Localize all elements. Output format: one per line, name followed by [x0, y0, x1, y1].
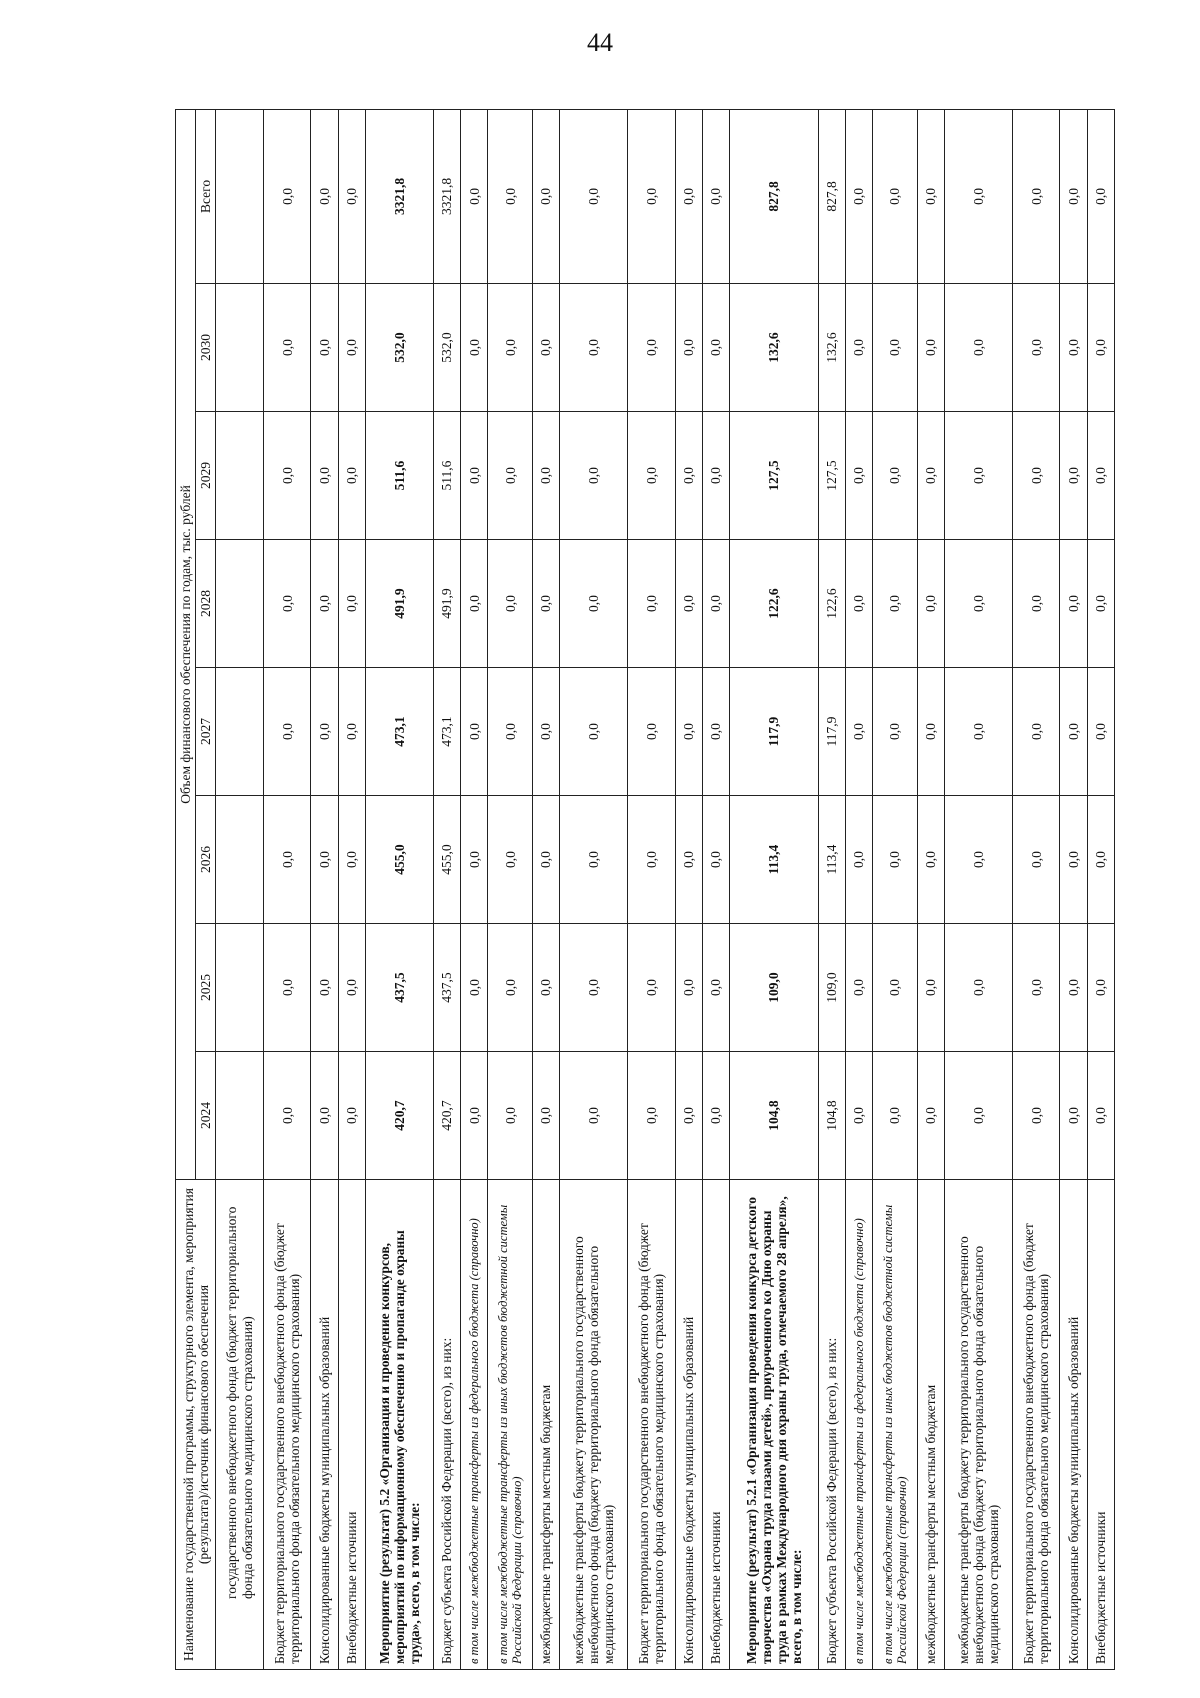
row-value-cell: 0,0 [532, 1052, 559, 1180]
row-value-cell: 0,0 [702, 1052, 729, 1180]
row-value-cell [216, 796, 264, 924]
table-row [488, 109, 533, 1669]
row-value-cell: 0,0 [263, 540, 311, 668]
row-value-cell: 0,0 [845, 412, 872, 540]
rotated-table-frame [175, 110, 1115, 1670]
header-group-cell: Объем финансового обеспечения по годам, тыс. рублей [176, 109, 196, 1179]
row-value-cell: 0,0 [944, 109, 1012, 283]
table-container [175, 110, 1115, 1670]
row-value-cell: 117,9 [730, 668, 818, 796]
row-value-cell: 532,0 [433, 284, 460, 412]
row-value-cell: 0,0 [628, 796, 676, 924]
row-value-cell: 0,0 [917, 924, 944, 1052]
row-value-cell: 109,0 [818, 924, 845, 1052]
row-value-cell: 0,0 [675, 284, 702, 412]
row-value-cell: 0,0 [917, 412, 944, 540]
row-value-cell: 0,0 [1060, 412, 1087, 540]
row-value-cell: 0,0 [917, 668, 944, 796]
row-value-cell: 455,0 [433, 796, 460, 924]
row-value-cell: 0,0 [1012, 412, 1060, 540]
row-value-cell: 0,0 [263, 284, 311, 412]
row-value-cell: 104,8 [818, 1052, 845, 1180]
header-year-cell: 2028 [196, 540, 216, 668]
row-value-cell: 0,0 [845, 284, 872, 412]
row-value-cell: 0,0 [311, 284, 338, 412]
row-value-cell: 0,0 [560, 412, 628, 540]
table-row [944, 109, 1012, 1669]
row-value-cell: 0,0 [488, 924, 533, 1052]
row-value-cell: 0,0 [532, 796, 559, 924]
table-row [730, 109, 818, 1669]
row-value-cell: 0,0 [338, 668, 365, 796]
header-name-cell: Наименование государственной программы, структурного элемента, мероприятия (результата)/источник финансового обеспечения [176, 1180, 216, 1670]
row-value-cell: 0,0 [560, 1052, 628, 1180]
row-name-cell: межбюджетные трансферты бюджету территориального государственного внебюджетного фонда (бюджету территориального фонда обязательного медицинского страхования) [944, 1180, 1012, 1670]
row-value-cell: 0,0 [872, 796, 917, 924]
row-value-cell: 0,0 [702, 109, 729, 283]
row-value-cell: 0,0 [532, 540, 559, 668]
row-value-cell: 0,0 [338, 284, 365, 412]
table-row [365, 109, 433, 1669]
row-value-cell: 0,0 [1012, 284, 1060, 412]
row-value-cell: 0,0 [1012, 109, 1060, 283]
row-value-cell: 0,0 [872, 412, 917, 540]
row-value-cell: 0,0 [1012, 668, 1060, 796]
table-row [1012, 109, 1060, 1669]
row-value-cell: 127,5 [730, 412, 818, 540]
row-value-cell: 0,0 [944, 796, 1012, 924]
table-row [1060, 109, 1087, 1669]
row-value-cell: 0,0 [338, 540, 365, 668]
row-value-cell: 827,8 [818, 109, 845, 283]
row-value-cell: 0,0 [944, 1052, 1012, 1180]
row-name-cell: в том числе межбюджетные трансферты из иных бюджетов бюджетной системы Российской Федерации (справочно) [488, 1180, 533, 1670]
row-value-cell: 827,8 [730, 109, 818, 283]
row-value-cell: 420,7 [365, 1052, 433, 1180]
table-row [311, 109, 338, 1669]
row-value-cell: 0,0 [944, 412, 1012, 540]
row-value-cell: 0,0 [338, 412, 365, 540]
row-value-cell: 437,5 [365, 924, 433, 1052]
table-row [560, 109, 628, 1669]
row-value-cell: 0,0 [263, 796, 311, 924]
table-body [216, 109, 1115, 1669]
row-name-cell: Бюджет территориального государственного внебюджетного фонда (бюджет территориального фонда обязательного медицинского страхования) [1012, 1180, 1060, 1670]
row-value-cell: 0,0 [845, 924, 872, 1052]
row-value-cell: 0,0 [461, 412, 488, 540]
row-name-cell: Консолидированные бюджеты муниципальных образований [1060, 1180, 1087, 1670]
row-value-cell: 0,0 [461, 284, 488, 412]
row-value-cell: 0,0 [461, 668, 488, 796]
row-value-cell: 0,0 [311, 924, 338, 1052]
row-value-cell: 0,0 [917, 796, 944, 924]
row-value-cell: 0,0 [1060, 924, 1087, 1052]
row-name-cell: Бюджет территориального государственного внебюджетного фонда (бюджет территориального фонда обязательного медицинского страхования) [263, 1180, 311, 1670]
row-value-cell: 473,1 [433, 668, 460, 796]
row-value-cell: 0,0 [560, 540, 628, 668]
header-year-cell: 2027 [196, 668, 216, 796]
row-value-cell [216, 109, 264, 283]
row-value-cell: 0,0 [488, 284, 533, 412]
row-value-cell: 0,0 [311, 1052, 338, 1180]
header-year-cell: Всего [196, 109, 216, 283]
table-row [917, 109, 944, 1669]
row-name-cell: в том числе межбюджетные трансферты из федерального бюджета (справочно) [461, 1180, 488, 1670]
header-year-cell: 2029 [196, 412, 216, 540]
row-value-cell: 0,0 [702, 924, 729, 1052]
row-value-cell: 0,0 [560, 668, 628, 796]
row-value-cell: 0,0 [917, 1052, 944, 1180]
row-value-cell: 0,0 [628, 668, 676, 796]
row-value-cell: 420,7 [433, 1052, 460, 1180]
row-name-cell: Консолидированные бюджеты муниципальных образований [311, 1180, 338, 1670]
page-number: 44 [587, 28, 613, 57]
row-value-cell: 132,6 [818, 284, 845, 412]
row-name-cell: Бюджет территориального государственного внебюджетного фонда (бюджет территориального фонда обязательного медицинского страхования) [628, 1180, 676, 1670]
row-value-cell: 0,0 [675, 668, 702, 796]
row-value-cell: 0,0 [845, 109, 872, 283]
row-value-cell: 122,6 [818, 540, 845, 668]
row-value-cell: 0,0 [1060, 1052, 1087, 1180]
row-value-cell: 0,0 [1087, 109, 1114, 283]
row-value-cell: 0,0 [488, 1052, 533, 1180]
row-name-cell: Внебюджетные источники [702, 1180, 729, 1670]
table-row [872, 109, 917, 1669]
row-value-cell: 0,0 [560, 924, 628, 1052]
row-name-cell: Внебюджетные источники [1087, 1180, 1114, 1670]
row-name-cell: межбюджетные трансферты местным бюджетам [917, 1180, 944, 1670]
row-value-cell: 0,0 [1060, 284, 1087, 412]
row-value-cell: 0,0 [917, 284, 944, 412]
row-value-cell: 0,0 [338, 924, 365, 1052]
row-value-cell: 0,0 [944, 284, 1012, 412]
table-row [461, 109, 488, 1669]
row-value-cell: 0,0 [872, 1052, 917, 1180]
row-value-cell: 0,0 [311, 668, 338, 796]
row-value-cell: 0,0 [1087, 796, 1114, 924]
row-value-cell: 0,0 [1012, 796, 1060, 924]
row-value-cell: 0,0 [1060, 109, 1087, 283]
row-value-cell: 0,0 [488, 540, 533, 668]
row-value-cell: 0,0 [1087, 540, 1114, 668]
row-value-cell [216, 540, 264, 668]
row-value-cell: 0,0 [628, 540, 676, 668]
row-value-cell: 0,0 [872, 924, 917, 1052]
row-value-cell: 0,0 [338, 109, 365, 283]
row-name-cell: межбюджетные трансферты бюджету территориального государственного внебюджетного фонда (бюджету территориального фонда обязательного медицинского страхования) [560, 1180, 628, 1670]
row-value-cell: 0,0 [628, 284, 676, 412]
row-value-cell: 0,0 [532, 284, 559, 412]
row-value-cell: 0,0 [845, 796, 872, 924]
row-name-cell: Бюджет субъекта Российской Федерации (всего), из них: [818, 1180, 845, 1670]
row-value-cell: 104,8 [730, 1052, 818, 1180]
row-value-cell: 0,0 [872, 540, 917, 668]
table-row [433, 109, 460, 1669]
header-year-cell: 2026 [196, 796, 216, 924]
row-value-cell: 0,0 [560, 109, 628, 283]
row-value-cell: 0,0 [461, 924, 488, 1052]
row-value-cell: 0,0 [675, 1052, 702, 1180]
row-value-cell: 132,6 [730, 284, 818, 412]
row-value-cell: 455,0 [365, 796, 433, 924]
row-value-cell: 122,6 [730, 540, 818, 668]
row-name-cell: в том числе межбюджетные трансферты из федерального бюджета (справочно) [845, 1180, 872, 1670]
row-value-cell: 0,0 [702, 540, 729, 668]
table-row [818, 109, 845, 1669]
row-value-cell: 491,9 [433, 540, 460, 668]
row-value-cell: 0,0 [675, 109, 702, 283]
row-value-cell: 0,0 [560, 796, 628, 924]
row-value-cell: 0,0 [263, 1052, 311, 1180]
row-value-cell: 0,0 [845, 668, 872, 796]
row-value-cell: 0,0 [944, 924, 1012, 1052]
table-row [1087, 109, 1114, 1669]
row-value-cell: 0,0 [1060, 540, 1087, 668]
row-value-cell: 0,0 [702, 796, 729, 924]
table-row [216, 109, 264, 1669]
row-value-cell: 0,0 [311, 540, 338, 668]
row-value-cell: 113,4 [818, 796, 845, 924]
row-value-cell: 0,0 [1012, 1052, 1060, 1180]
row-name-cell: межбюджетные трансферты местным бюджетам [532, 1180, 559, 1670]
row-name-cell: Консолидированные бюджеты муниципальных образований [675, 1180, 702, 1670]
row-value-cell: 0,0 [675, 924, 702, 1052]
row-value-cell: 0,0 [311, 796, 338, 924]
row-value-cell: 0,0 [845, 1052, 872, 1180]
row-value-cell: 127,5 [818, 412, 845, 540]
financing-table [175, 109, 1115, 1670]
row-value-cell: 109,0 [730, 924, 818, 1052]
header-year-cell: 2024 [196, 1052, 216, 1180]
table-row [702, 109, 729, 1669]
row-value-cell: 0,0 [675, 412, 702, 540]
row-value-cell: 0,0 [488, 668, 533, 796]
row-value-cell: 0,0 [917, 540, 944, 668]
table-header [176, 109, 216, 1669]
header-row-group [176, 109, 196, 1669]
row-value-cell [216, 1052, 264, 1180]
row-value-cell: 113,4 [730, 796, 818, 924]
row-value-cell: 0,0 [488, 796, 533, 924]
row-value-cell: 3321,8 [365, 109, 433, 283]
table-row [338, 109, 365, 1669]
row-value-cell: 0,0 [675, 796, 702, 924]
row-value-cell: 0,0 [532, 668, 559, 796]
row-value-cell: 0,0 [338, 1052, 365, 1180]
row-name-cell: в том числе межбюджетные трансферты из иных бюджетов бюджетной системы Российской Федерации (справочно) [872, 1180, 917, 1670]
table-row [845, 109, 872, 1669]
row-value-cell: 437,5 [433, 924, 460, 1052]
row-value-cell: 0,0 [311, 109, 338, 283]
row-value-cell: 0,0 [1012, 540, 1060, 668]
row-value-cell: 0,0 [944, 540, 1012, 668]
row-value-cell: 0,0 [872, 109, 917, 283]
row-value-cell: 0,0 [263, 668, 311, 796]
row-value-cell [216, 668, 264, 796]
row-value-cell: 0,0 [263, 412, 311, 540]
row-value-cell: 0,0 [628, 924, 676, 1052]
table-row [532, 109, 559, 1669]
row-value-cell: 0,0 [1012, 924, 1060, 1052]
row-value-cell: 0,0 [488, 109, 533, 283]
row-value-cell: 511,6 [433, 412, 460, 540]
row-value-cell: 0,0 [532, 412, 559, 540]
row-name-cell: Бюджет субъекта Российской Федерации (всего), из них: [433, 1180, 460, 1670]
row-value-cell: 0,0 [845, 540, 872, 668]
row-value-cell: 0,0 [702, 284, 729, 412]
row-value-cell: 0,0 [917, 109, 944, 283]
row-value-cell: 3321,8 [433, 109, 460, 283]
row-value-cell: 0,0 [872, 668, 917, 796]
row-value-cell: 0,0 [532, 109, 559, 283]
row-value-cell: 0,0 [1087, 1052, 1114, 1180]
row-value-cell: 0,0 [263, 109, 311, 283]
row-value-cell: 0,0 [338, 796, 365, 924]
row-value-cell: 0,0 [263, 924, 311, 1052]
row-name-cell: государственного внебюджетного фонда (бюджет территориального фонда обязательного медицинского страхования) [216, 1180, 264, 1670]
row-value-cell: 0,0 [628, 1052, 676, 1180]
row-name-cell: Мероприятие (результат) 5.2 «Организация и проведение конкурсов, мероприятий по информационному обеспечению и пропаганде охраны труда», всего, в том числе: [365, 1180, 433, 1670]
row-value-cell: 0,0 [532, 924, 559, 1052]
row-value-cell: 532,0 [365, 284, 433, 412]
row-value-cell: 0,0 [461, 1052, 488, 1180]
row-value-cell: 0,0 [702, 668, 729, 796]
row-value-cell: 0,0 [1060, 668, 1087, 796]
table-row [263, 109, 311, 1669]
row-value-cell: 0,0 [944, 668, 1012, 796]
row-value-cell: 0,0 [1060, 796, 1087, 924]
row-value-cell: 0,0 [872, 284, 917, 412]
row-value-cell: 0,0 [675, 540, 702, 668]
row-value-cell: 0,0 [1087, 668, 1114, 796]
row-value-cell [216, 924, 264, 1052]
row-value-cell: 0,0 [628, 109, 676, 283]
table-row [675, 109, 702, 1669]
header-year-cell: 2030 [196, 284, 216, 412]
row-value-cell: 117,9 [818, 668, 845, 796]
row-value-cell: 0,0 [702, 412, 729, 540]
row-value-cell: 0,0 [311, 412, 338, 540]
row-value-cell: 0,0 [488, 412, 533, 540]
row-value-cell [216, 412, 264, 540]
row-value-cell: 0,0 [1087, 284, 1114, 412]
row-value-cell: 0,0 [461, 796, 488, 924]
row-name-cell: Внебюджетные источники [338, 1180, 365, 1670]
row-value-cell: 511,6 [365, 412, 433, 540]
table-row [628, 109, 676, 1669]
row-value-cell: 0,0 [461, 540, 488, 668]
row-value-cell: 0,0 [560, 284, 628, 412]
row-value-cell: 0,0 [1087, 924, 1114, 1052]
row-name-cell: Мероприятие (результат) 5.2.1 «Организация проведения конкурса детского творчества «Охрана труда глазами детей», приуроченного ко Дню охраны труда в рамках Международного дня охраны труда, отмечаемого 28 апреля», всего, в том числе: [730, 1180, 818, 1670]
header-year-cell: 2025 [196, 924, 216, 1052]
row-value-cell: 0,0 [461, 109, 488, 283]
row-value-cell: 473,1 [365, 668, 433, 796]
row-value-cell: 491,9 [365, 540, 433, 668]
row-value-cell: 0,0 [1087, 412, 1114, 540]
row-value-cell [216, 284, 264, 412]
row-value-cell: 0,0 [628, 412, 676, 540]
